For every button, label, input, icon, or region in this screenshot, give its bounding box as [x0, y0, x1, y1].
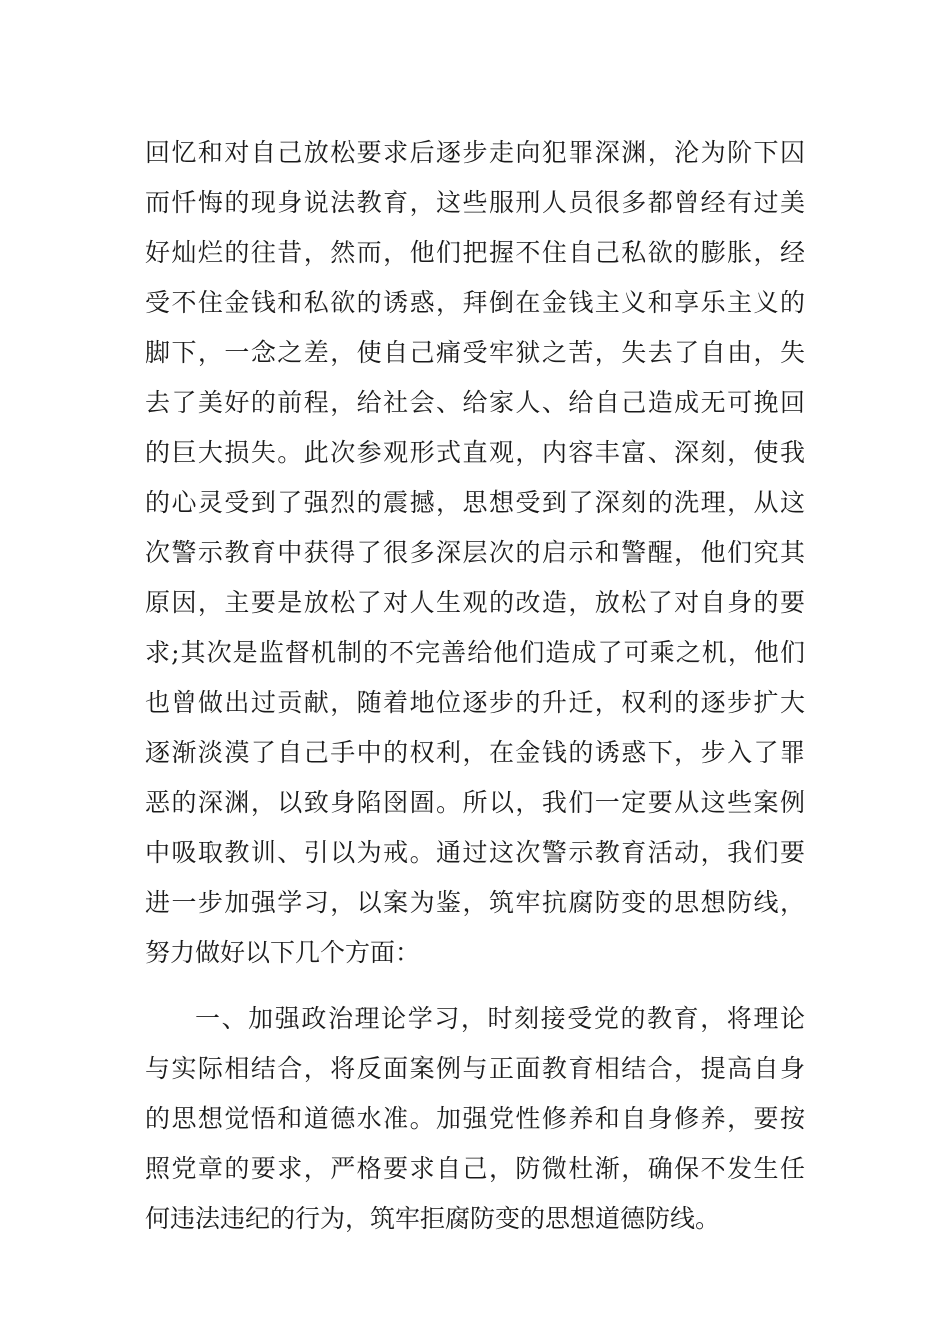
text-line: 中吸取教训、引以为戒。通过这次警示教育活动，我们要 — [145, 838, 805, 867]
text-line: 脚下，一念之差，使自己痛受牢狱之苦，失去了自由，失 — [145, 338, 805, 367]
text-line: 恶的深渊，以致身陷囹圄。所以，我们一定要从这些案例 — [145, 788, 805, 817]
text-line: 次警示教育中获得了很多深层次的启示和警醒，他们究其 — [145, 538, 805, 567]
text-line: 与实际相结合，将反面案例与正面教育相结合，提高自身 — [145, 1054, 805, 1083]
text-line: 受不住金钱和私欲的诱惑，拜倒在金钱主义和享乐主义的 — [145, 288, 805, 317]
text-line: 何违法违纪的行为，筑牢拒腐防变的思想道德防线。 — [145, 1204, 721, 1233]
text-line: 照党章的要求，严格要求自己，防微杜渐，确保不发生任 — [145, 1154, 805, 1183]
text-line: 原因，主要是放松了对人生观的改造，放松了对自身的要 — [145, 588, 805, 617]
text-line: 好灿烂的往昔，然而，他们把握不住自己私欲的膨胀，经 — [145, 238, 805, 267]
text-line: 也曾做出过贡献，随着地位逐步的升迁，权利的逐步扩大 — [145, 688, 805, 717]
text-line: 逐渐淡漠了自己手中的权利，在金钱的诱惑下，步入了罪 — [145, 738, 805, 767]
text-line: 进一步加强学习，以案为鉴，筑牢抗腐防变的思想防线， — [145, 888, 805, 917]
text-line: 的巨大损失。此次参观形式直观，内容丰富、深刻，使我 — [145, 438, 805, 467]
text-line: 的心灵受到了强烈的震撼，思想受到了深刻的洗理，从这 — [145, 488, 805, 517]
text-line: 去了美好的前程，给社会、给家人、给自己造成无可挽回 — [145, 388, 805, 417]
text-line: 的思想觉悟和道德水准。加强党性修养和自身修养，要按 — [145, 1104, 805, 1133]
text-line: 一、加强政治理论学习，时刻接受党的教育，将理论 — [195, 1004, 805, 1033]
text-line: 而忏悔的现身说法教育，这些服刑人员很多都曾经有过美 — [145, 188, 805, 217]
text-line: 努力做好以下几个方面： — [145, 938, 421, 967]
text-line: 回忆和对自己放松要求后逐步走向犯罪深渊，沦为阶下囚 — [145, 138, 805, 167]
text-line: 求;其次是监督机制的不完善给他们造成了可乘之机，他们 — [145, 638, 805, 667]
